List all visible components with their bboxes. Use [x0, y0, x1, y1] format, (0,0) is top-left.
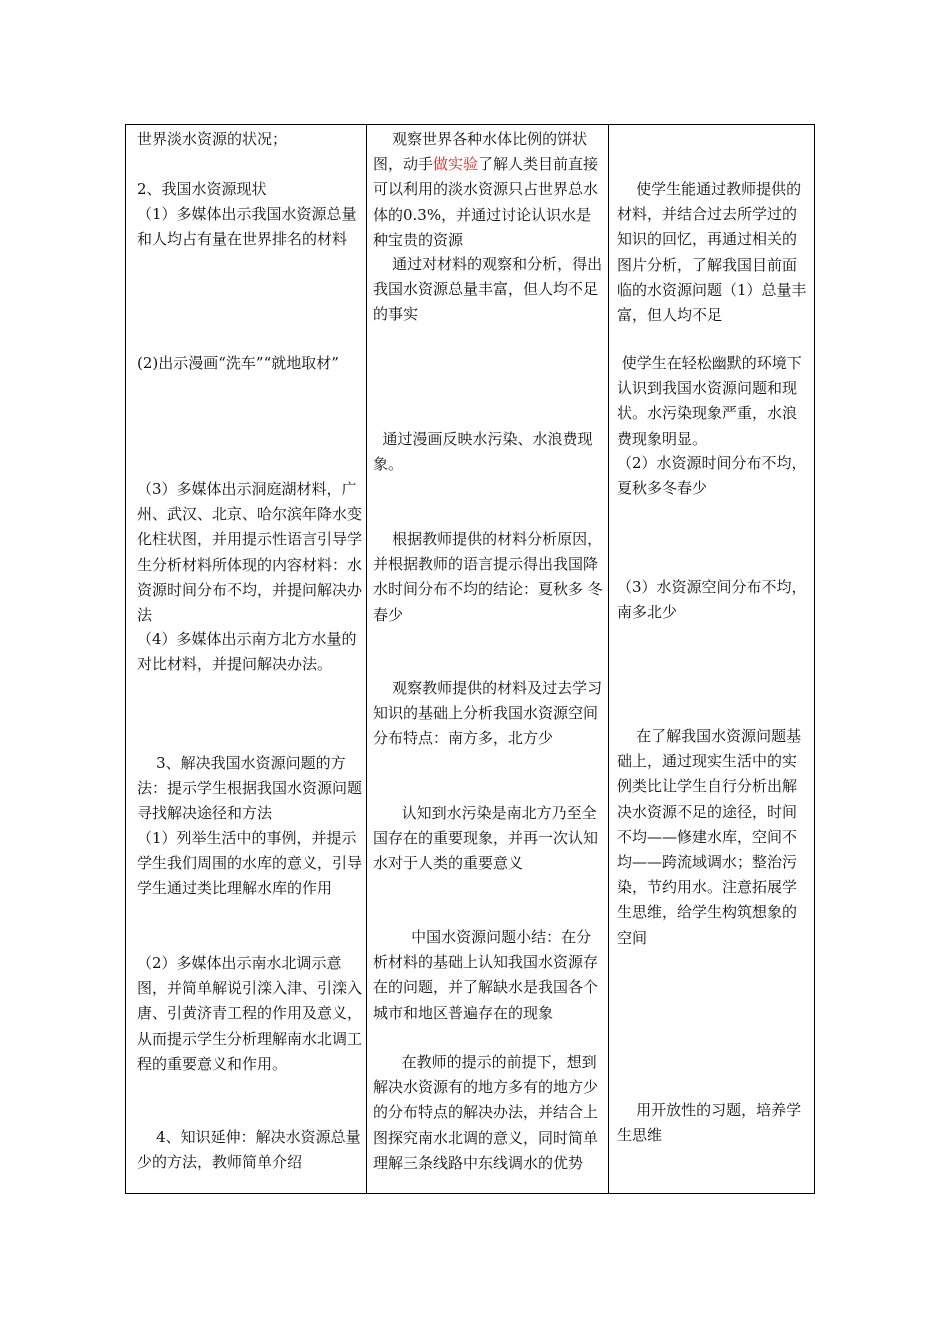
highlighted-text: 做实验	[433, 155, 479, 174]
text-paragraph: 在教师的提示的前提下，想到解决水资源有的地方多有的地方少的分布特点的解决办法，并结合上图探究南水北调的意义，同时简单理解三条线路中东线调水的优势	[373, 1053, 599, 1172]
text-paragraph: 使学生能通过教师提供的材料，并结合过去所学过的知识的回忆，再通过相关的图片分析，了解我国目前面临的水资源问题（1）总量丰富，但人均不足	[617, 180, 807, 325]
text-paragraph: 使学生在轻松幽默的环境下认识到我国水资源问题和现状。水污染现象严重，水浪费现象明显。	[617, 354, 802, 448]
text-paragraph: （2）水资源时间分布不均，夏秋多冬春少	[617, 454, 807, 498]
text-paragraph: （2）多媒体出示南水北调示意图，并简单解说引滦入津、引滦入唐、引黄济青工程的作用及意义，从而提示学生分析理解南水北调工程的重要意义和作用。	[137, 954, 363, 1073]
text-paragraph: 根据教师提供的材料分析原因，并根据教师的语言提示得出我国降水时间分布不均的结论：夏秋多 冬春少	[373, 530, 603, 624]
text-paragraph: 观察教师提供的材料及过去学习知识的基础上分析我国水资源空间分布特点：南方多，北方少	[373, 679, 603, 748]
lesson-plan-table	[125, 124, 815, 1194]
text-paragraph: （1）多媒体出示我国水资源总量和人均占有量在世界排名的材料	[137, 205, 357, 249]
text-paragraph: 世界淡水资源的状况；	[137, 130, 288, 148]
text-paragraph: 认知到水污染是南北方乃至全国存在的重要现象，并再一次认知水对于人类的重要意义	[373, 804, 599, 873]
text-paragraph: 在了解我国水资源问题基础上，通过现实生活中的实例类比让学生自行分析出解决水资源不足的途径，时间不均——修建水库，空间不均——跨流域调水；整治污染，节约用水。注意拓展学生思维，给学生构筑想象的空间	[617, 727, 802, 947]
text-span: 了解人类目前直接可以利用的淡水资源只占世界总水体的0.3%，并通过讨论认识水是种宝贵的资源	[373, 155, 599, 249]
text-span: 观察世界各种水体比例的饼状图，动手	[373, 130, 588, 174]
text-paragraph: 中国水资源问题小结：在分析材料的基础上认知我国水资源存在的问题，并了解缺水是我国各个城市和地区普遍存在的现象	[373, 928, 599, 1022]
text-paragraph: 通过对材料的观察和分析，得出我国水资源总量丰富，但人均不足的事实	[373, 255, 603, 324]
text-paragraph: 用开放性的习题，培养学生思维	[617, 1101, 802, 1145]
text-paragraph: （3）多媒体出示洞庭湖材料，广州、武汉、北京、哈尔滨年降水变化柱状图，并用提示性语言引导学生分析材料所体现的内容材料：水资源时间分布不均，并提问解决办法	[137, 480, 363, 625]
text-paragraph: （3）水资源空间分布不均，南多北少	[617, 578, 807, 622]
text-paragraph: 2、我国水资源现状	[137, 180, 267, 198]
student-activity-column	[367, 125, 609, 1193]
text-paragraph	[373, 127, 605, 253]
text-paragraph: 4、知识延伸：解决水资源总量少的方法，教师简单介绍	[137, 1128, 361, 1172]
design-intent-column	[609, 125, 816, 1193]
teacher-activity-column	[126, 125, 367, 1193]
text-paragraph: （1）列举生活中的事例，并提示学生我们周围的水库的意义，引导学生通过类比理解水库的作用	[137, 829, 363, 898]
text-paragraph: 3、解决我国水资源问题的方法：提示学生根据我国水资源问题寻找解决途径和方法	[137, 754, 363, 823]
text-paragraph: （4）多媒体出示南方北方水量的对比材料，并提问解决办法。	[137, 630, 357, 674]
text-paragraph: (2)出示漫画“洗车”“就地取材”	[137, 354, 339, 372]
text-paragraph: 通过漫画反映水污染、水浪费现象。	[373, 430, 593, 474]
